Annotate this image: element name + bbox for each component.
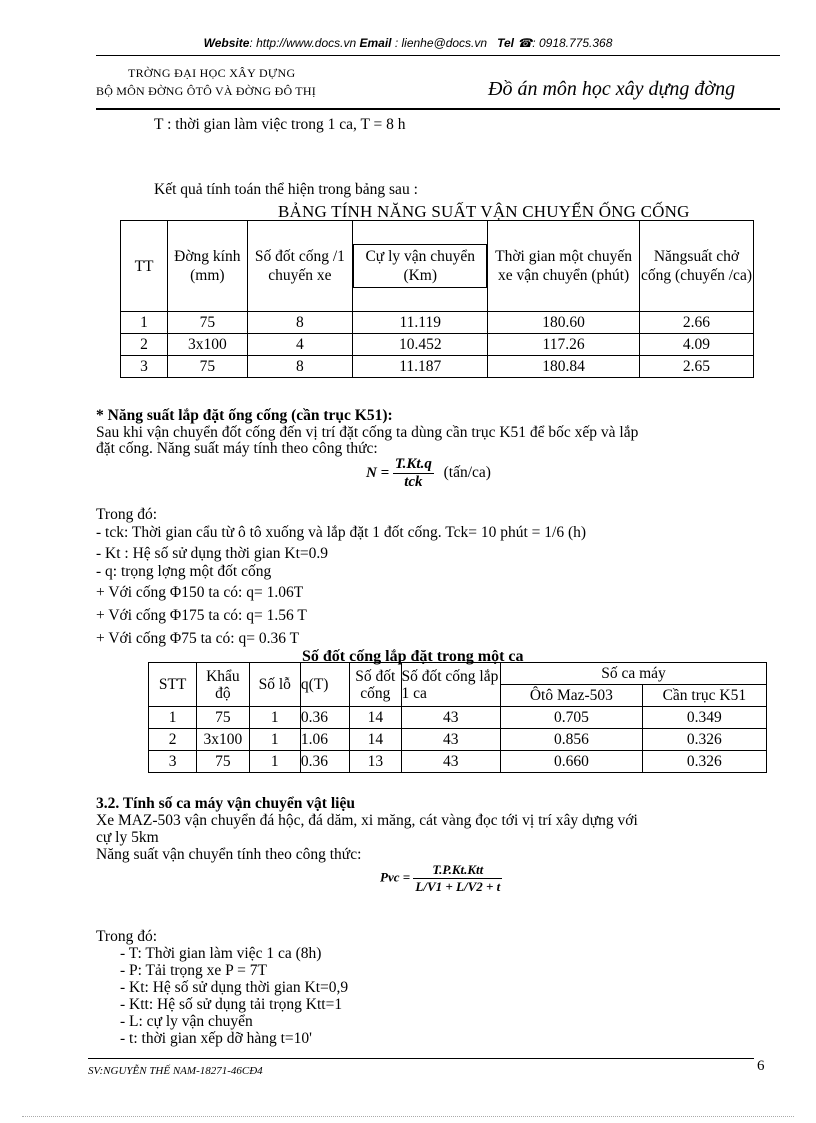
table-cell: 75: [197, 751, 249, 773]
table-cell: 2.65: [639, 356, 753, 378]
table-cell: 43: [401, 751, 501, 773]
author-footer: SV:NGUYỄN THẾ NAM-18271-46CĐ4: [88, 1065, 263, 1077]
table-cell: 11.119: [353, 312, 488, 334]
table-row: [149, 707, 767, 729]
section-32-heading: 3.2. Tính số ca máy vận chuyển vật liệu: [96, 795, 355, 812]
website-header: [0, 36, 816, 50]
formula-numerator: T.P.Kt.Ktt: [413, 862, 502, 879]
table-cell: 8: [247, 312, 353, 334]
header-divider: [96, 55, 780, 56]
email-value[interactable]: : lienhe@docs.vn: [391, 36, 488, 50]
section-32-item: - P: Tải trọng xe P = 7T: [120, 962, 267, 979]
distance-header-box: Cự ly vận chuyển (Km): [353, 244, 487, 288]
website-label: Website: [203, 36, 250, 50]
table-cell: 180.60: [488, 312, 640, 334]
table-header-row: [121, 221, 754, 312]
formula-lhs: Pvc =: [380, 869, 411, 885]
table-header-cell: Ôtô Maz-503: [501, 685, 643, 707]
table-header-cell: Số lỗ: [249, 663, 300, 707]
formula-denominator: L/V1 + L/V2 + t: [415, 879, 501, 894]
install-item: + Với cống Φ75 ta có: q= 0.36 T: [96, 630, 300, 647]
install-item: + Với cống Φ150 ta có: q= 1.06T: [96, 584, 304, 601]
table1-title: BẢNG TÍNH NĂNG SUẤT VẬN CHUYỂN ỐNG CỐNG: [278, 202, 690, 221]
table-cell: 2: [121, 334, 168, 356]
table-cell: 117.26: [488, 334, 640, 356]
table-header-row: [149, 663, 767, 685]
table-cell: 0.36: [300, 751, 349, 773]
table-row: [149, 729, 767, 751]
table-cell: 14: [350, 729, 401, 751]
formula-unit: (tấn/ca): [443, 463, 491, 481]
formula-denominator: tck: [404, 474, 423, 490]
table-cell: 43: [401, 707, 501, 729]
table-header-cell: Số đốt cống lắp 1 ca: [401, 663, 501, 707]
table-cell: 75: [168, 356, 248, 378]
table-cell: 0.36: [300, 707, 349, 729]
page-bottom-dotted-line: [22, 1116, 794, 1117]
section-32-item: - Kt: Hệ số sử dụng thời gian Kt=0,9: [120, 979, 349, 996]
formula-fraction: [413, 862, 502, 895]
table-row: [149, 751, 767, 773]
tel-value: : 0918.775.368: [532, 36, 613, 50]
formula-numerator: T.Kt.q: [394, 456, 432, 472]
table-header-cell: Khẩu độ: [197, 663, 249, 707]
section-32-item: - t: thời gian xếp dỡ hàng t=10': [120, 1030, 312, 1047]
table-cell: 8: [247, 356, 353, 378]
install-para-1: Sau khi vận chuyển đốt cống đến vị trí đặt cống ta dùng cần trục K51 để bốc xếp và lắp: [96, 424, 639, 441]
table-cell: 1: [249, 707, 300, 729]
table-row: [121, 356, 754, 378]
table-cell: 1.06: [300, 729, 349, 751]
page-number: 6: [757, 1058, 765, 1074]
install-heading: * Năng suất lắp đặt ống cống (cần trục K51):: [96, 407, 393, 424]
table-cell: 4: [247, 334, 353, 356]
install-item: - Kt : Hệ số sử dụng thời gian Kt=0.9: [96, 545, 328, 562]
website-url[interactable]: : http://www.docs.vn: [249, 36, 357, 50]
table-cell: 0.660: [501, 751, 643, 773]
table-header-cell: q(T): [300, 663, 349, 707]
installation-table: [148, 662, 767, 773]
tel-label: Tel: [497, 36, 514, 50]
table-cell: 2: [149, 729, 197, 751]
result-intro: Kết quả tính toán thể hiện trong bảng sau :: [154, 181, 418, 198]
table-cell: 75: [197, 707, 249, 729]
install-item: + Với cống Φ175 ta có: q= 1.56 T: [96, 607, 307, 624]
course-title: Đồ án môn học xây dựng đờng: [488, 78, 736, 100]
formula-fraction: [393, 456, 434, 491]
table-cell: 2.66: [639, 312, 753, 334]
table-cell: 1: [149, 707, 197, 729]
phone-icon: ☎: [517, 36, 533, 50]
table-header-cell: Số đốt cống: [350, 663, 401, 707]
table-cell: 180.84: [488, 356, 640, 378]
section-32-item: - L: cự ly vận chuyển: [120, 1013, 253, 1030]
install-para-2: đặt cống. Năng suất máy tính theo công thức:: [96, 440, 378, 457]
table-cell: 3: [121, 356, 168, 378]
email-label: Email: [359, 36, 392, 50]
table-header-cell: Thời gian một chuyến xe vận chuyển (phút): [488, 221, 640, 312]
table-cell: 0.326: [642, 729, 766, 751]
table-header-cell: TT: [121, 221, 168, 312]
table-cell: 0.705: [501, 707, 643, 729]
table-header-cell: Đờng kính (mm): [168, 221, 248, 312]
header-rule: [96, 108, 780, 110]
table-cell: 0.326: [642, 751, 766, 773]
table-cell: 10.452: [353, 334, 488, 356]
school-name: TRỜNG ĐẠI HỌC XÂY DỰNG: [128, 66, 296, 80]
table-header-cell: Số ca máy: [501, 663, 767, 685]
section-32-item: - T: Thời gian làm việc 1 ca (8h): [120, 945, 322, 962]
table-header-cell: Năngsuất chở cống (chuyến /ca): [639, 221, 753, 312]
table-row: [121, 334, 754, 356]
install-where: Trong đó:: [96, 506, 158, 523]
t-definition: T : thời gian làm việc trong 1 ca, T = 8 h: [154, 116, 406, 133]
table-cell: 14: [350, 707, 401, 729]
install-item: - tck: Thời gian cẩu từ ô tô xuống và lắp đặt 1 đốt cống. Tck= 10 phút = 1/6 (h): [96, 524, 587, 541]
table-cell: 0.349: [642, 707, 766, 729]
table-row: [121, 312, 754, 334]
table-cell: 13: [350, 751, 401, 773]
table-header-cell: [353, 221, 488, 312]
install-item: - q: trọng lợng một đốt cống: [96, 563, 272, 580]
table-cell: 1: [249, 729, 300, 751]
department-name: BỘ MÔN ĐỜNG ÔTÔ VÀ ĐỜNG ĐÔ THỊ: [96, 84, 316, 98]
table-cell: 0.856: [501, 729, 643, 751]
section-32-para-3: Năng suất vận chuyển tính theo công thức:: [96, 846, 362, 863]
section-32-para-1: Xe MAZ-503 vận chuyển đá hộc, đá dăm, xi măng, cát vàng đọc tới vị trí xây dựng với: [96, 812, 638, 829]
formula-lhs: N =: [366, 464, 390, 481]
section-32-item: - Ktt: Hệ số sử dụng tải trọng Ktt=1: [120, 996, 343, 1013]
table-cell: 43: [401, 729, 501, 751]
section-32-where: Trong đó:: [96, 928, 158, 945]
table-header-cell: Cần trục K51: [642, 685, 766, 707]
install-formula: [366, 456, 491, 491]
transport-productivity-table: [120, 220, 754, 378]
table-cell: 1: [121, 312, 168, 334]
table-header-cell: Số đốt cống /1 chuyến xe: [247, 221, 353, 312]
table-cell: 4.09: [639, 334, 753, 356]
table-cell: 11.187: [353, 356, 488, 378]
section-32-para-2: cự ly 5km: [96, 829, 159, 846]
table-cell: 3x100: [168, 334, 248, 356]
table-cell: 75: [168, 312, 248, 334]
transport-formula: [380, 862, 502, 895]
table-cell: 3x100: [197, 729, 249, 751]
table-cell: 3: [149, 751, 197, 773]
table2-title: Số đốt cống lắp đặt trong một ca: [302, 648, 524, 665]
footer-divider: [88, 1058, 754, 1059]
table-header-cell: STT: [149, 663, 197, 707]
table-cell: 1: [249, 751, 300, 773]
